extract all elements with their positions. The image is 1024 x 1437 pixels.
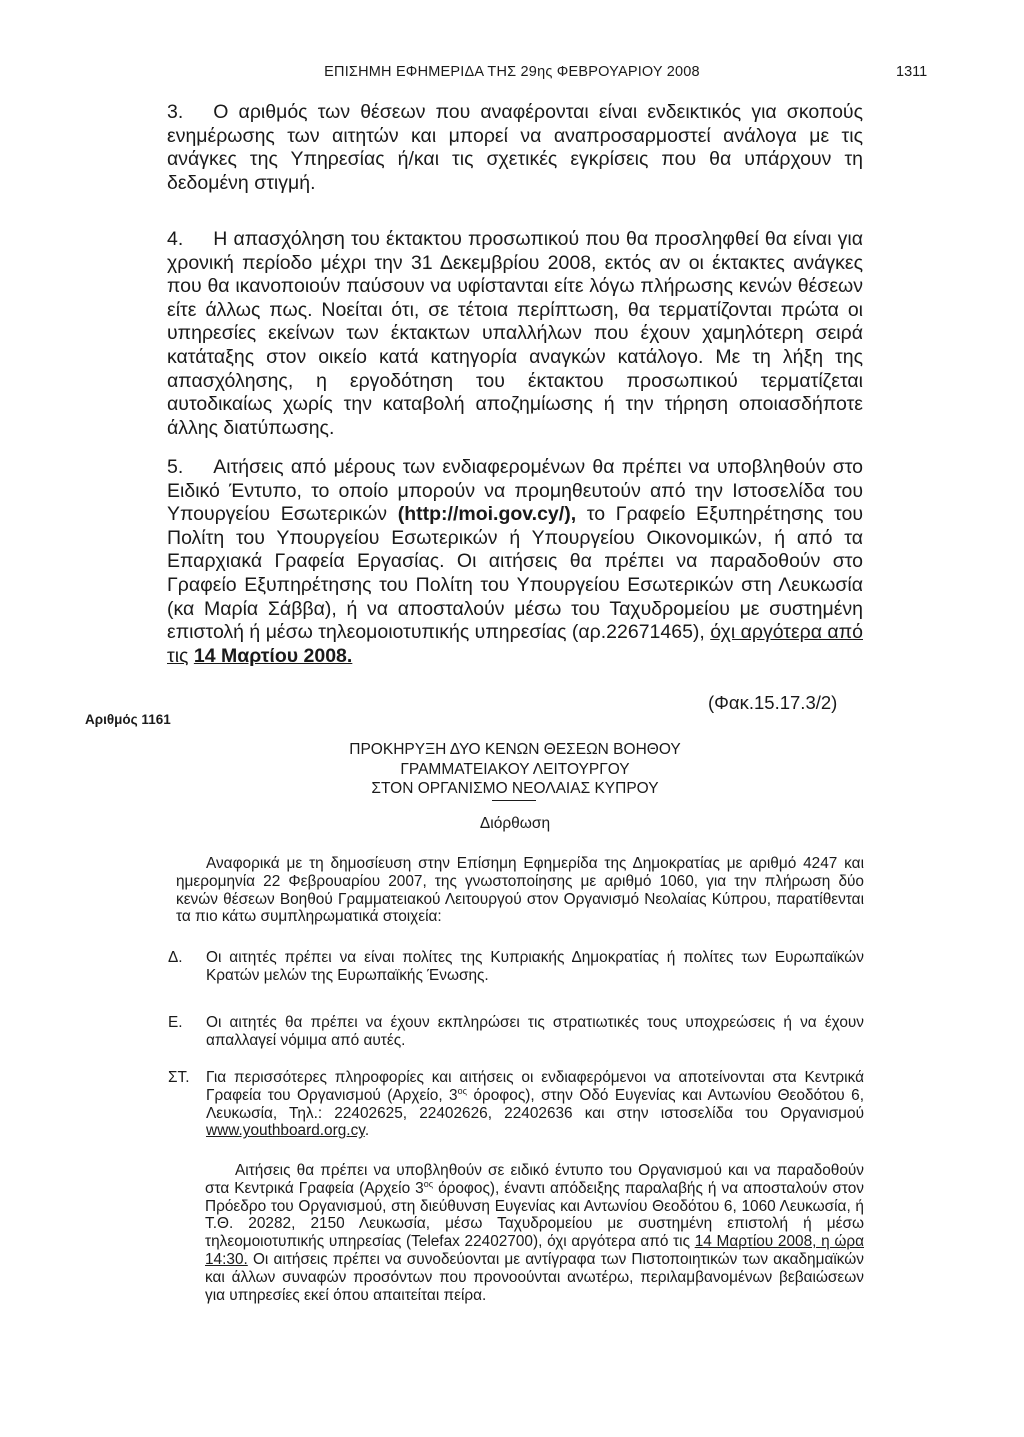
paragraph-item-3 bbox=[167, 101, 863, 195]
list-label: ΣΤ. bbox=[168, 1069, 190, 1086]
notice-title-line: ΓΡΑΜΜΑΤΕΙΑΚΟΥ ΛΕΙΤΟΥΡΓΟΥ bbox=[400, 760, 630, 778]
notice-title-line: ΠΡΟΚΗΡΥΞΗ ΔΥΟ ΚΕΝΩΝ ΘΕΣΕΩΝ ΒΟΗΘΟΥ bbox=[349, 741, 681, 758]
item-text: το Γραφείο Εξυπηρέτησης του Πολίτη του Υπουργείου Εσωτερικών ή Υπουργείου Οικονομικών, ή από τα Επαρχιακά Γραφεία Εργασίας. Οι αιτήσεις θα πρέπει να παραδοθούν στο Γραφείο Εξυπηρέτησης του Πολίτη του Υπουργείου Εσωτερικών στη Λευκωσία (κα Μαρία Σάββα), ή να αποσταλούν μέσω του Ταχυδρομείου με συστημένη επιστολή ή μέσω τηλεομοιοτυπικής υπηρεσίας (αρ.22671465), bbox=[167, 503, 863, 644]
deadline-text: όχι αργότερα από τις bbox=[167, 621, 864, 667]
notice-intro: Αναφορικά με τη δημοσίευση στην Επίσημη Εφημερίδα της Δημοκρατίας με αριθμό 4247 και ημερομηνία 22 Φεβρουαρίου 2007, της γνωστοποίησης με αριθμό 1060, για την πλήρωση δύο κενών θέσεων Βοηθού Γραμματειακού Λειτουργού στον Οργανισμό Νεολαίας Κύπρου, παρατίθενται τα πιο κάτω συμπληρωματικά στοιχεία: bbox=[176, 855, 864, 926]
list-item bbox=[168, 949, 864, 985]
paragraph-item-4 bbox=[167, 228, 863, 440]
item-text: Ο αριθμός των θέσεων που αναφέρονται είναι ενδεικτικός για σκοπούς ενημέρωσης των αιτητών και μπορεί να αναπροσαρμοστεί ανάλογα με τις ανάγκες της Υπηρεσίας ή/και τις σχετικές εγκρίσεις που θα υπάρχουν τη δεδομένη στιγμή. bbox=[167, 101, 863, 194]
list-label: Δ. bbox=[168, 949, 183, 966]
notice-title-line: ΣΤΟΝ ΟΡΓΑΝΙΣΜΟ ΝΕΟΛΑΙΑΣ ΚΥΠΡΟΥ bbox=[371, 780, 659, 797]
youthboard-website-link[interactable]: www.youthboard.org.cy bbox=[206, 1122, 365, 1140]
list-text: Οι αιτητές θα πρέπει να έχουν εκπληρώσει τις στρατιωτικές τους υποχρεώσεις ή να έχουν απαλλαγεί νόμιμα από αυτές. bbox=[206, 1014, 864, 1049]
file-reference: (Φακ.15.17.3/2) bbox=[708, 692, 838, 713]
ordinal-superscript: ος bbox=[457, 1085, 467, 1096]
gazette-header-title: ΕΠΙΣΗΜΗ ΕΦΗΜΕΡΙΔΑ ΤΗΣ 29ης ΦΕΒΡΟΥΑΡΙΟΥ 2008 bbox=[324, 64, 700, 80]
item-text: Η απασχόληση του έκτακτου προσωπικού που θα προσληφθεί θα είναι για χρονική περίοδο μέχρι την 31 Δεκεμβρίου 2008, εκτός αν οι έκτακτες ανάγκες που θα ικανοποιούν παύσουν να υφίστανται είτε λόγω πλήρωσης κενών θέσεων είτε άλλως πως. Νοείται ότι, σε τέτοια περίπτωση, θα τερματίζονται πρώτα οι υπηρεσίες εκείνων των έκτακτων υπαλλήλων που έχουν χαμηλότερη σειρά κατάταξης στον οικείο κατά κατηγορία αναγκών κατάλογο. Με τη λήξη της απασχόλησης, η εργοδότηση του έκτακτου προσωπικού τερματίζεται αυτοδικαίως χωρίς την καταβολή αποζημίωσης ή την τήρηση οποιασδήποτε άλλης διατύπωσης. bbox=[167, 228, 863, 439]
divider bbox=[492, 800, 536, 801]
ministry-website-link[interactable]: (http://moi.gov.cy/), bbox=[397, 503, 577, 526]
list-text: Για περισσότερες πληροφορίες και αιτήσεις οι ενδιαφερόμενοι να αποτείνονται στα Κεντρικά Γραφεία του Οργανισμού (Αρχείο, $3^{o\varsigma}$ όροφος), στην Οδό Ευγενίας και Αντωνίου Θεοδότου 6, Λευκωσία, Τηλ.: 22402625, 22402626, 22402636 και στην ιστοσελίδα του Οργανισμού www.youthboard.org.cy. bbox=[206, 1069, 864, 1140]
correction-heading: Διόρθωση bbox=[479, 815, 551, 832]
ordinal-superscript: ος bbox=[423, 1178, 434, 1189]
item-number: 3. bbox=[167, 101, 184, 123]
deadline-date: 14 Μαρτίου 2008, η ώρα 14:30. bbox=[205, 1233, 864, 1268]
list-item bbox=[168, 1014, 864, 1050]
notice-title bbox=[167, 740, 863, 799]
item-number: 4. bbox=[167, 228, 184, 250]
list-item bbox=[168, 1069, 864, 1140]
item-text: Αιτήσεις από μέρους των ενδιαφερομένων θα πρέπει να υποβληθούν στο Ειδικό Έντυπο, το οποίο μπορούν να προμηθευτούν από την Ιστοσελίδα του Υπουργείου Εσωτερικών bbox=[167, 456, 863, 526]
application-instructions: Αιτήσεις θα πρέπει να υποβληθούν σε ειδικό έντυπο του Οργανισμού και να παραδοθούν στα Κεντρικά Γραφεία (Αρχείο $3^{o\varsigma}$ όροφος), έναντι απόδειξης παραλαβής ή να αποσταλούν στον Πρόεδρο του Οργανισμού, στη διεύθυνση Ευγενίας και Αντωνίου Θεοδότου 6, 1060 Λευκωσία, ή Τ.Θ. 20282, 2150 Λευκωσία, μέσω Ταχυδρομείου με συστημένη επιστολή ή μέσω τηλεομοιοτυπικής υπηρεσίας (Telefax 22402700), όχι αργότερα από τις 14 Μαρτίου 2008, η ώρα 14:30. Οι αιτήσεις πρέπει να συνοδεύονται με αντίγραφα των Πιστοποιητικών των ακαδημαϊκών και άλλων συναφών προσόντων που προνοούνται ανωτέρω, περιλαμβανομένων βεβαιώσεων για υπηρεσίες εκεί όπου απαιτείται πείρα. bbox=[205, 1162, 865, 1304]
page-number: 1311 bbox=[896, 64, 928, 80]
list-label: Ε. bbox=[168, 1014, 183, 1031]
paragraph-item-5 bbox=[167, 456, 863, 668]
list-text: Οι αιτητές πρέπει να είναι πολίτες της Κυπριακής Δημοκρατίας ή πολίτες των Ευρωπαϊκών Κρατών μελών της Ευρωπαϊκής Ένωσης. bbox=[206, 949, 864, 984]
deadline-date: 14 Μαρτίου 2008. bbox=[193, 644, 353, 667]
notice-number: Αριθμός 1161 bbox=[85, 712, 171, 727]
item-number: 5. bbox=[167, 456, 184, 478]
